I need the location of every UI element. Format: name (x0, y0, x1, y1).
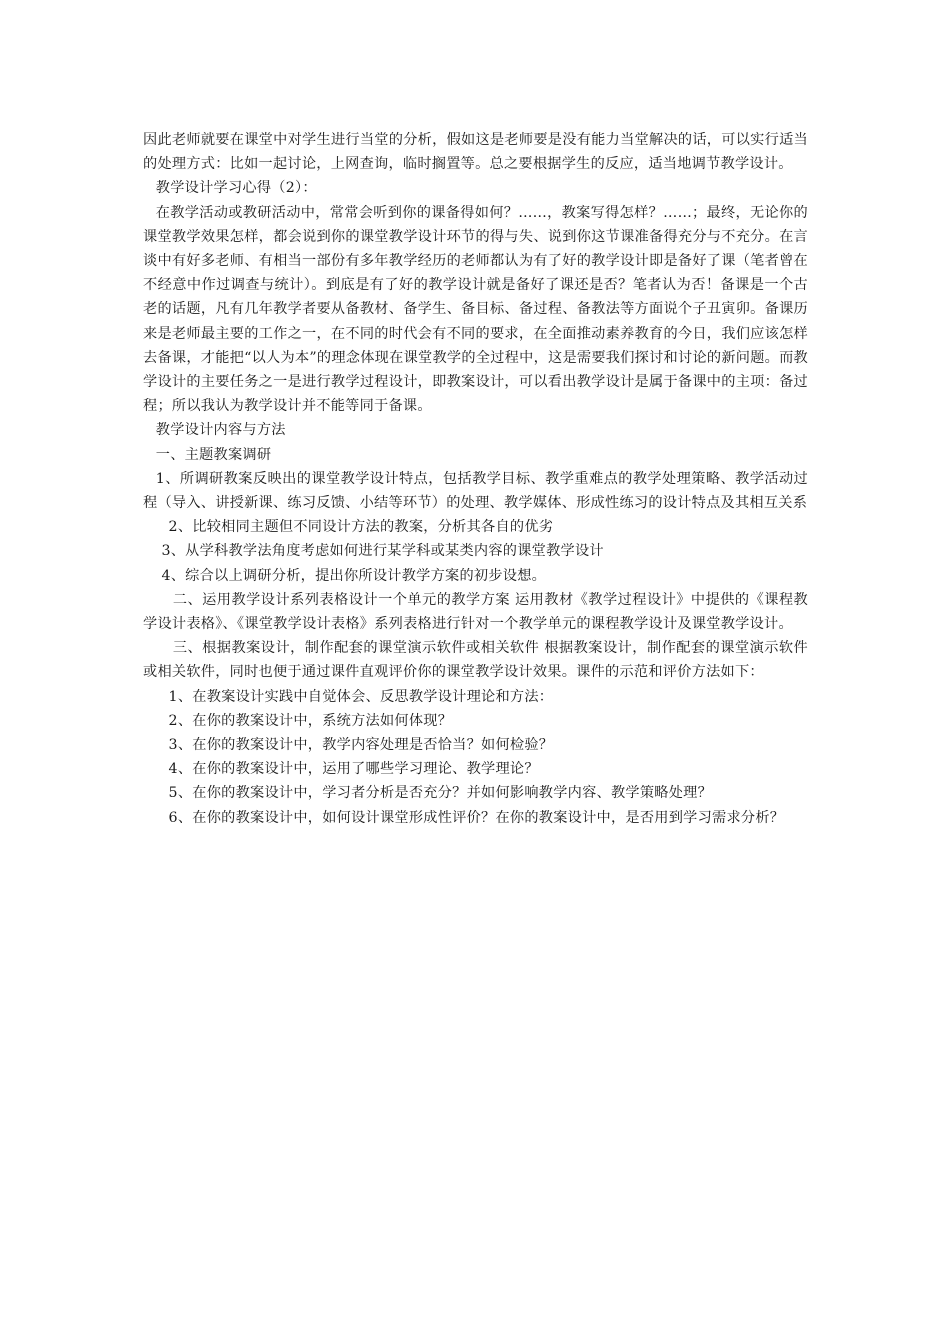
subheading-design-tables: 二、运用教学设计系列表格设计一个单元的教学方案 运用教材《教学过程设计》中提供的《课程教学设计表格》、《课堂教学设计表格》系列表格进行针对一个教学单元的课程教学设计及课堂教学设计。 (143, 591, 808, 633)
list-item-eval-2: 2、在你的教案设计中，系统方法如何体现？ (168, 712, 453, 729)
section-heading-reflection: 教学设计学习心得（2）： (155, 180, 317, 197)
subheading-topic-research: 一、主题教案调研 (155, 446, 272, 463)
list-item-research-2: 2、比较相同主题但不同设计方法的教案，分析其各自的优劣 (168, 519, 554, 536)
list-item-eval-1: 1、在教案设计实践中自觉体会、反思教学设计理论和方法： (168, 688, 554, 705)
paragraph-intro: 因此老师就要在课堂中对学生进行当堂的分析，假如这是老师要是没有能力当堂解决的话，可以实行适当的处理方式：比如一起讨论，上网查询，临时搁置等。总之要根据学生的反应，适当地调节教学设计。 (143, 132, 808, 173)
list-item-research-4: 4、综合以上调研分析，提出你所设计教学方案的初步设想。 (161, 567, 547, 584)
paragraph-lesson-prep: 在教学活动或教研活动中，常常会听到你的课备得如何？……，教案写得怎样？……；最终，无论你的课堂教学效果怎样，都会说到你的课堂教学设计环节的得与失、说到你这节课准备得充分与不充分。在言谈中有好多老师、有相当一部份有多年教学经历的老师都认为有了好的教学设计即是备好了课（笔者曾在不经意中作过调查与统计）。到底是有了好的教学设计就是备好了课还是否？笔者认为否！备课是一个古老的话题，凡有几年教学者要从备教材、备学生、备目标、备过程、备教法等方面说个子丑寅卯。备课历来是老师最主要的工作之一，在不同的时代会有不同的要求，在全面推动素养教育的今日，我们应该怎样去备课，才能把“以人为本”的理念体现在课堂教学的全过程中，这是需要我们探讨和讨论的新问题。而教学设计的主要任务之一是进行教学过程设计，即教案设计，可以看出教学设计是属于备课中的主项：备过程；所以我认为教学设计并不能等同于备课。 (143, 204, 808, 415)
list-item-eval-4: 4、在你的教案设计中，运用了哪些学习理论、教学理论？ (168, 761, 539, 778)
subheading-courseware: 三、根据教案设计，制作配套的课堂演示软件或相关软件 根据教案设计，制作配套的课堂演示软件或相关软件，同时也便于通过课件直观评价你的课堂教学设计效果。课件的示范和评价方法如下： (143, 640, 808, 681)
document-body (143, 128, 808, 830)
list-item-eval-5: 5、在你的教案设计中，学习者分析是否充分？并如何影响教学内容、教学策略处理？ (168, 785, 713, 802)
section-heading-content-methods: 教学设计内容与方法 (155, 422, 286, 439)
list-item-eval-6: 6、在你的教案设计中，如何设计课堂形成性评价？在你的教案设计中，是否用到学习需求分析？ (168, 809, 785, 826)
list-item-eval-3: 3、在你的教案设计中，教学内容处理是否恰当？如何检验？ (168, 737, 554, 754)
list-item-research-3: 3、从学科教学法角度考虑如何进行某学科或某类内容的课堂教学设计 (161, 543, 604, 560)
list-item-research-1: 1、所调研教案反映出的课堂教学设计特点，包括教学目标、教学重难点的教学处理策略、教学活动过程（导入、讲授新课、练习反馈、小结等环节）的处理、教学媒体、形成性练习的设计特点及其相互关系 (143, 470, 808, 512)
